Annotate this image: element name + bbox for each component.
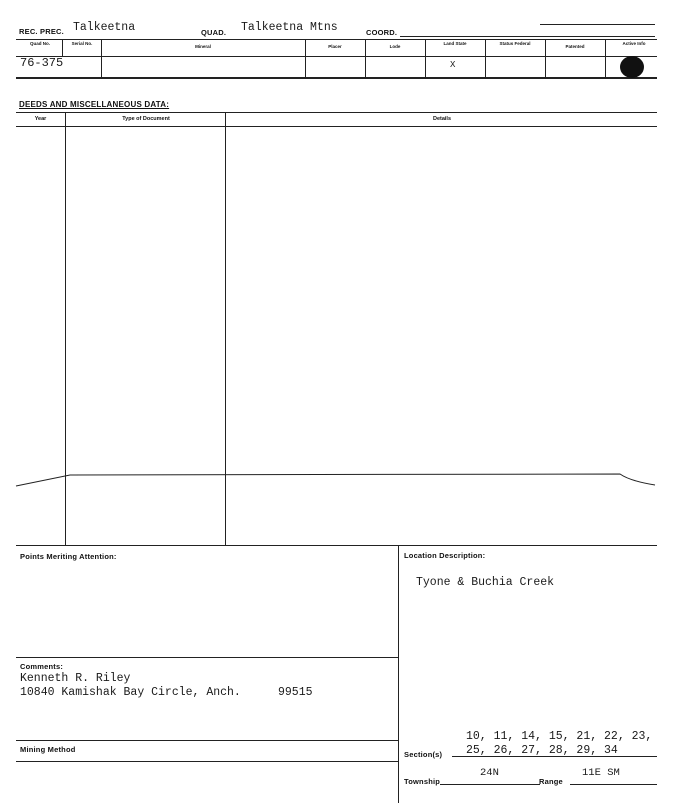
- col-placer: Placer: [328, 44, 342, 49]
- fold-crease-line: [0, 460, 678, 500]
- points-label: Points Meriting Attention:: [20, 552, 117, 561]
- land-state-mark: X: [450, 60, 456, 70]
- mining-bottom-border: [16, 761, 398, 762]
- location-value: Tyone & Buchia Creek: [416, 576, 555, 589]
- claim-table-bottom-border: [16, 77, 657, 79]
- deeds-section-title: DEEDS AND MISCELLANEOUS DATA:: [19, 100, 170, 109]
- township-underline: [440, 784, 540, 785]
- col-land-state: Land State: [443, 41, 467, 46]
- col-active-info: Active Info: [622, 41, 646, 46]
- col-status-federal: Status Federal: [499, 41, 531, 46]
- claim-col-divider-8: [605, 39, 606, 77]
- range-value: 11E SM: [582, 767, 620, 779]
- coord-line: [400, 36, 655, 37]
- col-patented: Patented: [565, 44, 585, 49]
- township-value: 24N: [480, 767, 499, 779]
- claim-table-top-border: [16, 39, 657, 40]
- sections-label: Section(s): [404, 750, 443, 759]
- comments-line-1: Kenneth R. Riley: [20, 672, 131, 685]
- deeds-details-header: Details: [432, 116, 452, 122]
- quad-value: Talkeetna Mtns: [241, 21, 338, 34]
- deeds-header-border: [16, 126, 657, 127]
- col-mineral: Mineral: [195, 44, 211, 49]
- township-label: Township: [404, 777, 441, 786]
- comments-zip: 99515: [278, 686, 313, 699]
- lower-section-top-border: [16, 545, 657, 546]
- deeds-year-header: Year: [34, 116, 47, 122]
- comments-label: Comments:: [20, 662, 64, 671]
- range-label: Range: [539, 777, 563, 786]
- claim-col-divider-5: [425, 39, 426, 77]
- range-underline: [570, 784, 657, 785]
- punch-hole-dot: [620, 56, 644, 78]
- rec-prec-value: Talkeetna: [73, 21, 136, 34]
- deeds-type-header: Type of Document: [122, 116, 170, 122]
- quad-label: QUAD.: [201, 28, 227, 37]
- claim-col-divider-6: [485, 39, 486, 77]
- sections-line-1: 10, 11, 14, 15, 21, 22, 23,: [466, 730, 653, 743]
- claim-table-header-border: [16, 56, 657, 57]
- quad-no-value: 76-375: [20, 56, 64, 70]
- col-lode: Lode: [389, 44, 401, 49]
- sections-line-2: 25, 26, 27, 28, 29, 34: [466, 744, 618, 757]
- location-label: Location Description:: [404, 551, 486, 560]
- col-serial-no: Serial No.: [71, 41, 93, 46]
- top-right-rule: [540, 24, 655, 25]
- comments-line-2: 10840 Kamishak Bay Circle, Anch.: [20, 686, 241, 699]
- coord-label: COORD.: [366, 28, 398, 37]
- mining-top-border: [16, 740, 398, 741]
- col-quad-no: Quad No.: [30, 41, 50, 46]
- mining-method-label: Mining Method: [20, 745, 76, 754]
- sections-underline: [452, 756, 657, 757]
- rec-prec-label: REC. PREC.: [19, 27, 64, 36]
- claim-col-divider-1: [62, 39, 63, 56]
- deeds-top-border: [16, 112, 657, 113]
- comments-top-border: [16, 657, 398, 658]
- lower-section-divider: [398, 545, 399, 803]
